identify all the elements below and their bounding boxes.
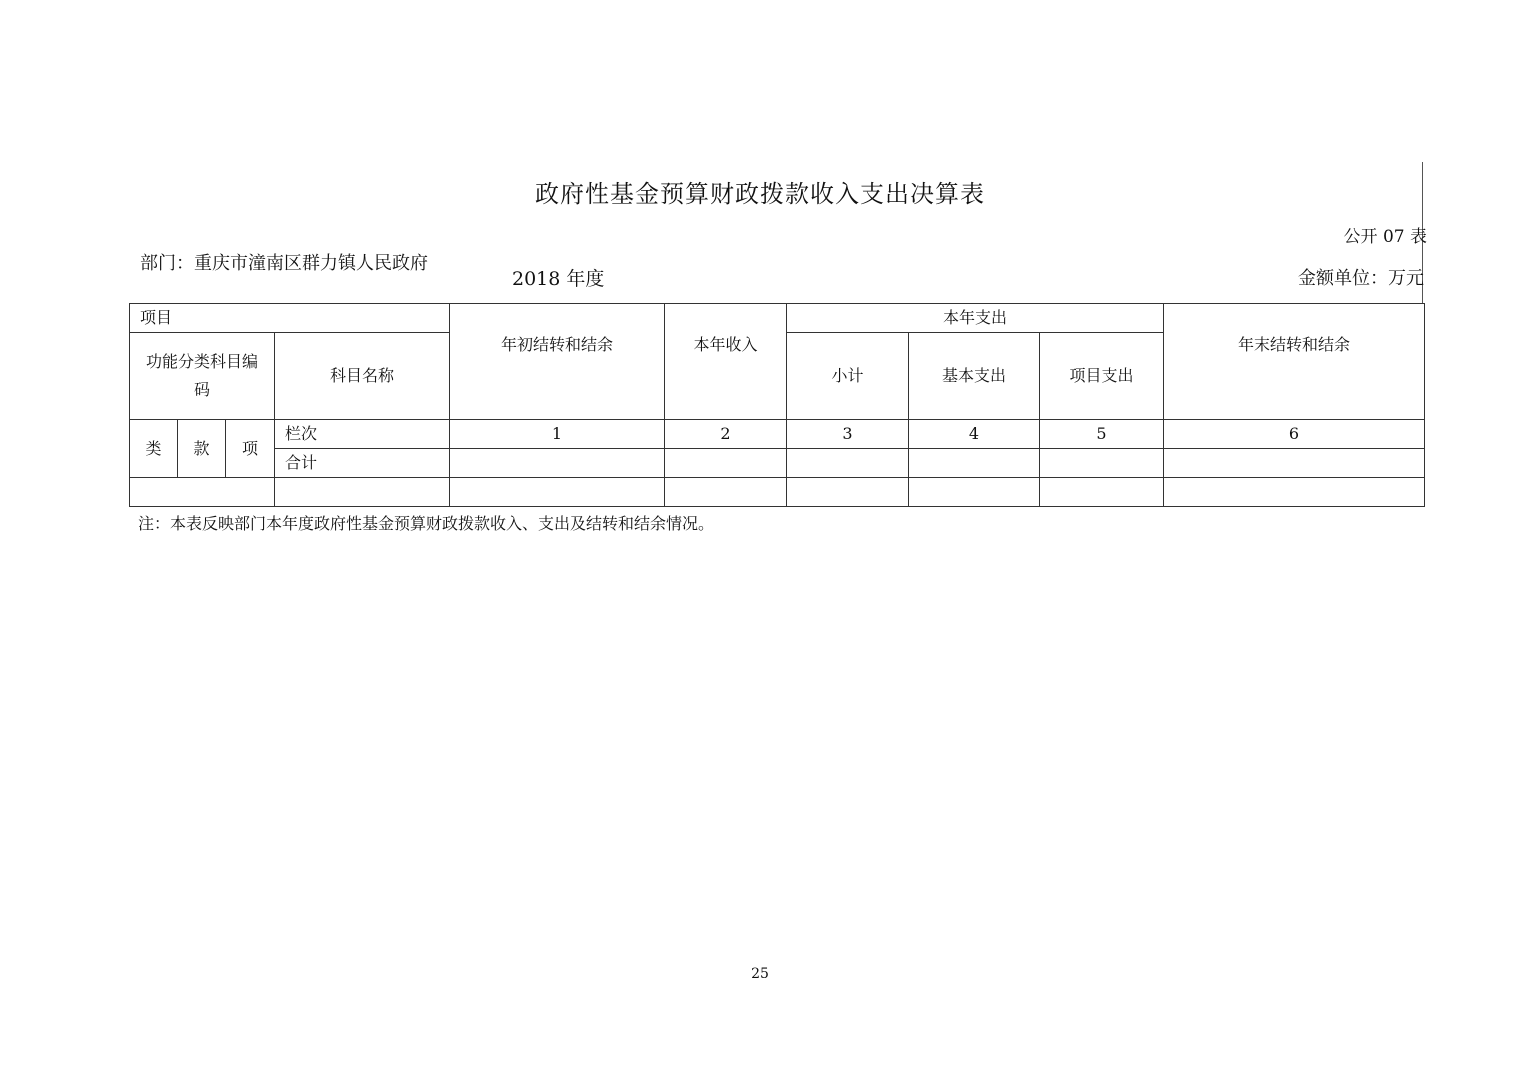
header-subtotal: 小计	[787, 333, 909, 420]
total-cell	[450, 449, 665, 478]
total-label: 合计	[275, 449, 450, 478]
table-note: 注：本表反映部门本年度政府性基金预算财政拨款收入、支出及结转和结余情况。	[138, 514, 715, 533]
col-no-4: 4	[909, 420, 1040, 449]
page-title: 政府性基金预算财政拨款收入支出决算表	[535, 180, 985, 208]
col-no-1: 1	[450, 420, 665, 449]
total-cell	[909, 449, 1040, 478]
header-basic: 基本支出	[909, 333, 1040, 420]
header-subject-name: 科目名称	[275, 333, 450, 420]
col-no-6: 6	[1164, 420, 1425, 449]
header-expenditure: 本年支出	[787, 304, 1164, 333]
header-income: 本年收入	[665, 304, 787, 420]
header-item: 项目	[130, 304, 450, 333]
fiscal-year: 2018 年度	[512, 268, 605, 290]
budget-table	[129, 303, 1425, 507]
total-cell	[1164, 449, 1425, 478]
empty-cell	[787, 478, 909, 507]
header-end-balance: 年末结转和结余	[1164, 304, 1425, 420]
col-no-5: 5	[1040, 420, 1164, 449]
total-cell	[787, 449, 909, 478]
empty-cell	[1164, 478, 1425, 507]
empty-cell	[665, 478, 787, 507]
empty-cell	[1040, 478, 1164, 507]
cat-lei: 类	[130, 420, 178, 478]
amount-unit: 金额单位：万元	[1298, 268, 1424, 289]
page-number: 25	[751, 966, 769, 982]
col-no-3: 3	[787, 420, 909, 449]
col-no-label: 栏次	[275, 420, 450, 449]
cat-xiang: 项	[226, 420, 275, 478]
empty-cell	[450, 478, 665, 507]
header-begin-balance: 年初结转和结余	[450, 304, 665, 420]
form-number: 公开 07 表	[1343, 227, 1427, 247]
header-project: 项目支出	[1040, 333, 1164, 420]
cat-kuan: 款	[178, 420, 226, 478]
header-func-code: 功能分类科目编码	[130, 333, 275, 420]
department-label: 部门：重庆市潼南区群力镇人民政府	[140, 253, 428, 274]
empty-cell	[275, 478, 450, 507]
empty-cell	[909, 478, 1040, 507]
total-cell	[1040, 449, 1164, 478]
total-cell	[665, 449, 787, 478]
col-no-2: 2	[665, 420, 787, 449]
empty-cell	[130, 478, 275, 507]
